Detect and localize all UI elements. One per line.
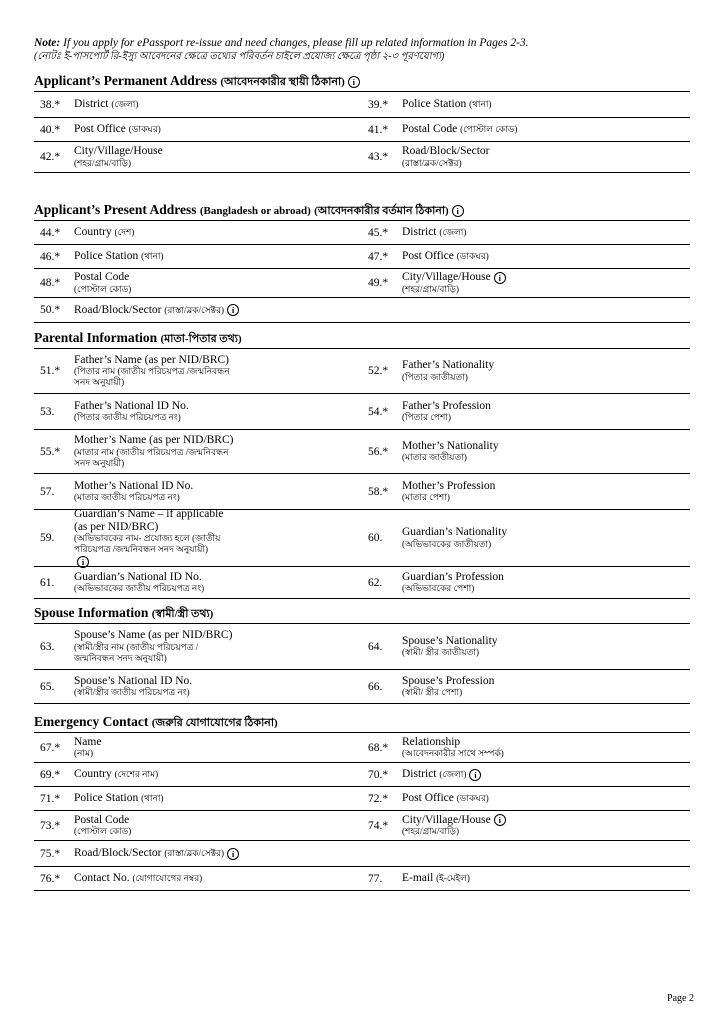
field-number: 69.* [40,768,61,781]
field-grid [34,92,690,173]
field-label [402,480,495,504]
field-label-bangla: (মাতার পেশা) [402,492,450,503]
field-label-english: Road/Block/Sector [402,145,490,158]
note-label: Note: [34,37,61,49]
field-grid [34,221,690,323]
field-75[interactable] [34,841,362,866]
field-number: 38.* [40,98,61,111]
info-icon[interactable]: i [348,76,360,88]
form-row [34,567,690,599]
field-label-bangla: (পিতার জাতীয় পরিচয়পত্র নং) [74,412,181,423]
field-number: 70.* [368,768,389,781]
field-label [402,736,504,760]
field-label [402,571,504,595]
field-label-english: Father’s National ID No. [74,399,189,412]
field-50[interactable] [34,298,362,322]
form-row [34,787,690,811]
field-label-bangla: (জেলা) [439,227,467,238]
field-number: 77. [368,872,383,885]
field-label [74,123,161,136]
form-row [34,245,690,269]
field-number: 61. [40,576,55,589]
field-label-bangla: (পিতার পেশা) [402,412,451,423]
section-spouse-information [34,602,690,704]
field-number: 72.* [368,792,389,805]
info-icon[interactable]: i [77,556,89,568]
field-label-english: Father’s Profession [402,399,491,412]
field-label-english: Country [74,768,112,781]
field-label-bangla: (শহর/গ্রাম/বাড়ি) [74,157,131,168]
section-title-text: Applicant’s Permanent Address [34,73,218,88]
form-row [34,142,690,173]
field-label [74,571,234,595]
field-label-english: Road/Block/Sector [74,847,162,860]
field-label-bangla: (ডাকঘর) [128,124,161,135]
note [34,36,694,63]
field-label-bangla: (ডাকঘর) [456,793,489,804]
note-english [34,36,694,50]
field-label-bangla: (রাস্তা/ব্লক/সেক্টর) [402,157,462,168]
field-55[interactable] [34,430,362,473]
field-label-bangla: (যোগাযোগের নম্বর) [132,873,203,884]
field-54[interactable] [362,394,690,429]
section-title [34,327,690,349]
info-icon[interactable]: i [227,304,239,316]
page-number: Page 2 [667,993,694,1004]
section-present-address [34,199,690,323]
field-label-bangla: (থানা) [469,99,492,110]
field-46[interactable] [34,245,362,268]
form-row [34,118,690,142]
field-label-bangla: (স্বামী/ স্ত্রীর পেশা) [402,687,463,698]
info-icon[interactable]: i [227,848,239,860]
field-64[interactable] [362,624,690,669]
field-label [402,814,506,838]
field-label-english: Guardian’s Name – if applicable (as per NID/BRC) [74,508,224,533]
field-label-bangla: (শহর/গ্রাম/বাড়ি) [402,283,459,294]
field-number: 48.* [40,277,61,289]
form-row [34,811,690,841]
field-label-english: Post Office [74,123,126,136]
field-label-bangla: (থানা) [141,793,164,804]
field-number: 74.* [368,819,389,832]
field-label [74,675,234,699]
empty-cell [362,841,690,866]
field-56[interactable] [362,430,690,473]
field-label-english: Mother’s Nationality [402,439,499,452]
section-title [34,70,690,92]
field-70[interactable] [362,763,690,786]
field-label [74,271,131,295]
field-number: 64. [368,640,383,653]
field-number: 40.* [40,123,61,136]
form-row [34,670,690,704]
field-label-english: Postal Code [74,813,130,826]
field-label-bangla: (জেলা) [439,769,467,780]
field-label-english: Guardian’s National ID No. [74,570,202,583]
field-label-bangla: (জেলা) [111,99,139,110]
field-38[interactable] [34,92,362,117]
field-number: 54.* [368,405,389,418]
section-title [34,199,690,221]
field-number: 58.* [368,485,389,498]
section-title-text: Emergency Contact [34,714,149,729]
form-row [34,733,690,763]
field-47[interactable] [362,245,690,268]
field-number: 51.* [40,365,61,377]
field-grid [34,733,690,891]
field-label-english: Police Station [74,792,139,805]
field-number: 71.* [40,792,61,805]
field-label-english: Mother’s National ID No. [74,479,194,492]
form-row [34,841,690,867]
field-number: 57. [40,485,55,498]
field-label [74,434,234,469]
field-label-bangla: (মাতার জাতীয়তা) [402,452,467,463]
field-label [74,304,239,317]
field-number: 42.* [40,151,61,163]
field-44[interactable] [34,221,362,244]
field-label-english: Country [74,226,112,239]
field-61[interactable] [34,567,362,598]
field-number: 75.* [40,847,61,860]
form-row [34,510,690,567]
section-title-bangla: (আবেদনকারীর স্থায়ী ঠিকানা) [220,76,345,88]
field-label-bangla: (অভিভাবকের জাতীয়তা) [402,538,492,549]
form-row [34,269,690,298]
field-label [402,635,498,659]
field-48[interactable] [34,269,362,297]
field-number: 44.* [40,226,61,239]
field-label-bangla: (আবেদনকারীর সাথে সম্পর্ক) [402,748,504,759]
field-label [74,226,134,239]
field-74[interactable] [362,811,690,840]
field-number: 39.* [368,98,389,111]
field-65[interactable] [34,670,362,703]
field-label [74,629,234,664]
field-label-english: Mother’s Profession [402,479,496,492]
field-label [402,123,517,136]
field-number: 67.* [40,741,61,754]
field-label [402,271,506,295]
field-62[interactable] [362,567,690,598]
form-row [34,474,690,510]
field-label-english: City/Village/House [402,813,491,826]
field-label [74,400,234,424]
field-51[interactable] [34,349,362,393]
field-77[interactable] [362,867,690,890]
field-label-english: Postal Code [402,123,458,136]
field-label-english: Father’s Nationality [402,359,495,372]
field-number: 47.* [368,250,389,263]
section-title-bangla: (মাতা-পিতার তথ্য) [160,333,242,345]
field-label-english: District [402,768,437,781]
form-row [34,394,690,430]
field-label [74,768,158,781]
field-label-english: Contact No. [74,872,130,885]
field-number: 50.* [40,304,61,316]
field-39[interactable] [362,92,690,117]
field-label [74,480,234,504]
info-icon[interactable]: i [494,814,506,826]
form-row [34,349,690,394]
field-label-bangla: (পিতার নাম (জাতীয় পরিচয়পত্র /জন্মনিবন্ধন সনদ অনুযায়ী) [74,366,230,388]
field-label-bangla: (শহর/গ্রাম/বাড়ি) [402,826,459,837]
info-icon[interactable]: i [469,769,481,781]
field-label [402,250,489,263]
field-57[interactable] [34,474,362,509]
field-label-bangla: (স্বামী/স্ত্রীর নাম (জাতীয় পরিচয়পত্র /জন্মনিবন্ধন সনদ অনুযায়ী) [74,641,199,663]
section-title-bangla: (জরুরি যোগাযোগের ঠিকানা) [151,717,278,729]
field-label-english: Spouse’s National ID No. [74,674,193,687]
field-76[interactable] [34,867,362,890]
field-67[interactable] [34,733,362,762]
field-label-bangla: (ই-মেইল) [436,873,470,884]
field-label [74,736,101,760]
field-label [402,145,490,169]
field-label-english: Mother’s Name (as per NID/BRC) [74,434,234,447]
section-title-note: (Bangladesh or abroad) [199,205,311,217]
field-label [74,872,202,885]
field-label-english: District [74,98,109,111]
field-grid [34,349,690,599]
field-label-english: City/Village/House [402,271,491,284]
field-label-bangla: (রাস্তা/ব্লক/সেক্টর) [164,304,225,315]
field-number: 60. [368,532,383,544]
section-title-bangla: (আবেদনকারীর বর্তমান ঠিকানা) [314,205,449,217]
field-label-bangla: (মাতার নাম (জাতীয় পরিচয়পত্র /জন্মনিবন্ধন সনদ অনুযায়ী) [74,446,229,468]
form-row [34,92,690,118]
field-label [74,847,239,860]
field-number: 73.* [40,819,61,832]
section-title-bangla: (স্বামী/স্ত্রী তথ্য) [151,608,214,620]
field-label-bangla: (নাম) [74,748,93,759]
field-label [74,814,131,838]
field-label [402,400,491,424]
field-69[interactable] [34,763,362,786]
field-53[interactable] [34,394,362,429]
field-label [402,359,494,383]
field-label [402,98,492,111]
form-row [34,430,690,474]
field-58[interactable] [362,474,690,509]
field-71[interactable] [34,787,362,810]
field-number: 45.* [368,226,389,239]
field-number: 49.* [368,277,389,289]
field-label-bangla: (স্বামী/ স্ত্রীর জাতীয়তা) [402,647,480,658]
field-label-bangla: (স্বামী/স্ত্রীর জাতীয় পরিচয়পত্র নং) [74,687,190,698]
section-parental-information [34,327,690,599]
field-label-english: Spouse’s Profession [402,674,495,687]
field-label-english: Post Office [402,250,454,263]
field-label-bangla: (পোস্টাল কোড) [460,124,518,135]
field-60[interactable] [362,510,690,566]
field-label-bangla: (অভিভাবকের নাম- প্রযোজ্য হলে (জাতীয় পরিচয়পত্র /জন্মনিবন্ধন সনদ অনুযায়ী) [74,533,221,555]
form-row [34,624,690,670]
field-66[interactable] [362,670,690,703]
info-icon[interactable]: i [494,272,506,284]
form-row [34,221,690,245]
field-number: 41.* [368,123,389,136]
field-number: 62. [368,576,383,589]
field-label-bangla: (পিতার জাতীয়তা) [402,371,468,382]
field-label-bangla: (রাস্তা/ব্লক/সেক্টর) [164,848,225,859]
field-label-bangla: (অভিভাবকের জাতীয় পরিচয়পত্র নং) [74,583,205,594]
field-label-bangla: (দেশ) [114,227,135,238]
field-number: 56.* [368,445,389,458]
field-label-bangla: (থানা) [141,251,164,262]
field-number: 53. [40,405,55,418]
section-title-text: Spouse Information [34,605,149,620]
field-label [74,792,164,805]
field-label-bangla: (মাতার জাতীয় পরিচয়পত্র নং) [74,492,180,503]
field-label-bangla: (ডাকঘর) [456,251,489,262]
note-bangla: (নোটঃ ই-পাসপোর্ট রি-ইস্যু আবেদনের ক্ষেত্রে তথ্যের পরিবর্তন চাইলে প্রযোজ্য ক্ষেত্রে পৃষ্ঠা ২-৩ পূরণযোগ্য) [34,51,445,62]
form-row [34,867,690,891]
field-40[interactable] [34,118,362,141]
field-label [402,792,489,805]
field-label [74,250,164,263]
field-number: 66. [368,680,383,693]
field-label [402,226,466,239]
field-label-bangla: (অভিভাবকের পেশা) [402,583,475,594]
field-label [402,440,499,464]
field-label [74,98,138,111]
form-row [34,298,690,323]
field-label-english: Spouse’s Nationality [402,634,498,647]
field-label [74,508,234,568]
field-label-bangla: (পোস্টাল কোড) [74,826,132,837]
note-text: If you apply for ePassport re-issue and need changes, please fill up related information in Pages 2-3. [63,37,529,49]
field-grid [34,624,690,704]
field-52[interactable] [362,349,690,393]
field-label [402,526,507,550]
field-label-english: Police Station [74,250,139,263]
field-number: 68.* [368,741,389,754]
field-label-english: Post Office [402,792,454,805]
form-row [34,763,690,787]
field-label-english: Guardian’s Profession [402,570,504,583]
field-label [402,768,481,781]
field-label-bangla: (দেশের নাম) [114,769,159,780]
field-label-english: Guardian’s Nationality [402,526,508,539]
field-73[interactable] [34,811,362,840]
field-number: 59. [40,532,55,544]
field-number: 43.* [368,151,389,163]
field-43[interactable] [362,142,690,172]
field-68[interactable] [362,733,690,762]
field-number: 52.* [368,365,389,377]
field-number: 63. [40,640,55,653]
field-72[interactable] [362,787,690,810]
section-title [34,602,690,624]
field-label-english: District [402,226,437,239]
field-label-english: City/Village/House [74,145,163,158]
section-emergency-contact [34,711,690,891]
field-label-bangla: (পোস্টাল কোড) [74,283,132,294]
field-label [402,872,470,885]
field-label-english: Road/Block/Sector [74,303,162,316]
section-permanent-address [34,70,690,173]
field-number: 46.* [40,250,61,263]
field-label-english: Relationship [402,735,461,748]
field-41[interactable] [362,118,690,141]
section-title-text: Parental Information [34,330,158,345]
field-label-english: E-mail [402,872,434,885]
field-63[interactable] [34,624,362,669]
field-label-english: Postal Code [74,271,130,284]
field-label-english: Name [74,735,102,748]
field-59[interactable] [34,510,362,566]
field-label-english: Police Station [402,98,467,111]
section-title [34,711,690,733]
field-49[interactable] [362,269,690,297]
field-number: 65. [40,680,55,693]
field-number: 76.* [40,872,61,885]
field-label [74,145,163,169]
empty-cell [362,298,690,322]
field-label [74,354,234,389]
section-title-text: Applicant’s Present Address [34,202,197,217]
field-label [402,675,494,699]
info-icon[interactable]: i [452,205,464,217]
field-label-english: Spouse’s Name (as per NID/BRC) [74,629,233,642]
field-label-english: Father’s Name (as per NID/BRC) [74,353,230,366]
field-42[interactable] [34,142,362,172]
field-number: 55.* [40,445,61,458]
field-45[interactable] [362,221,690,244]
